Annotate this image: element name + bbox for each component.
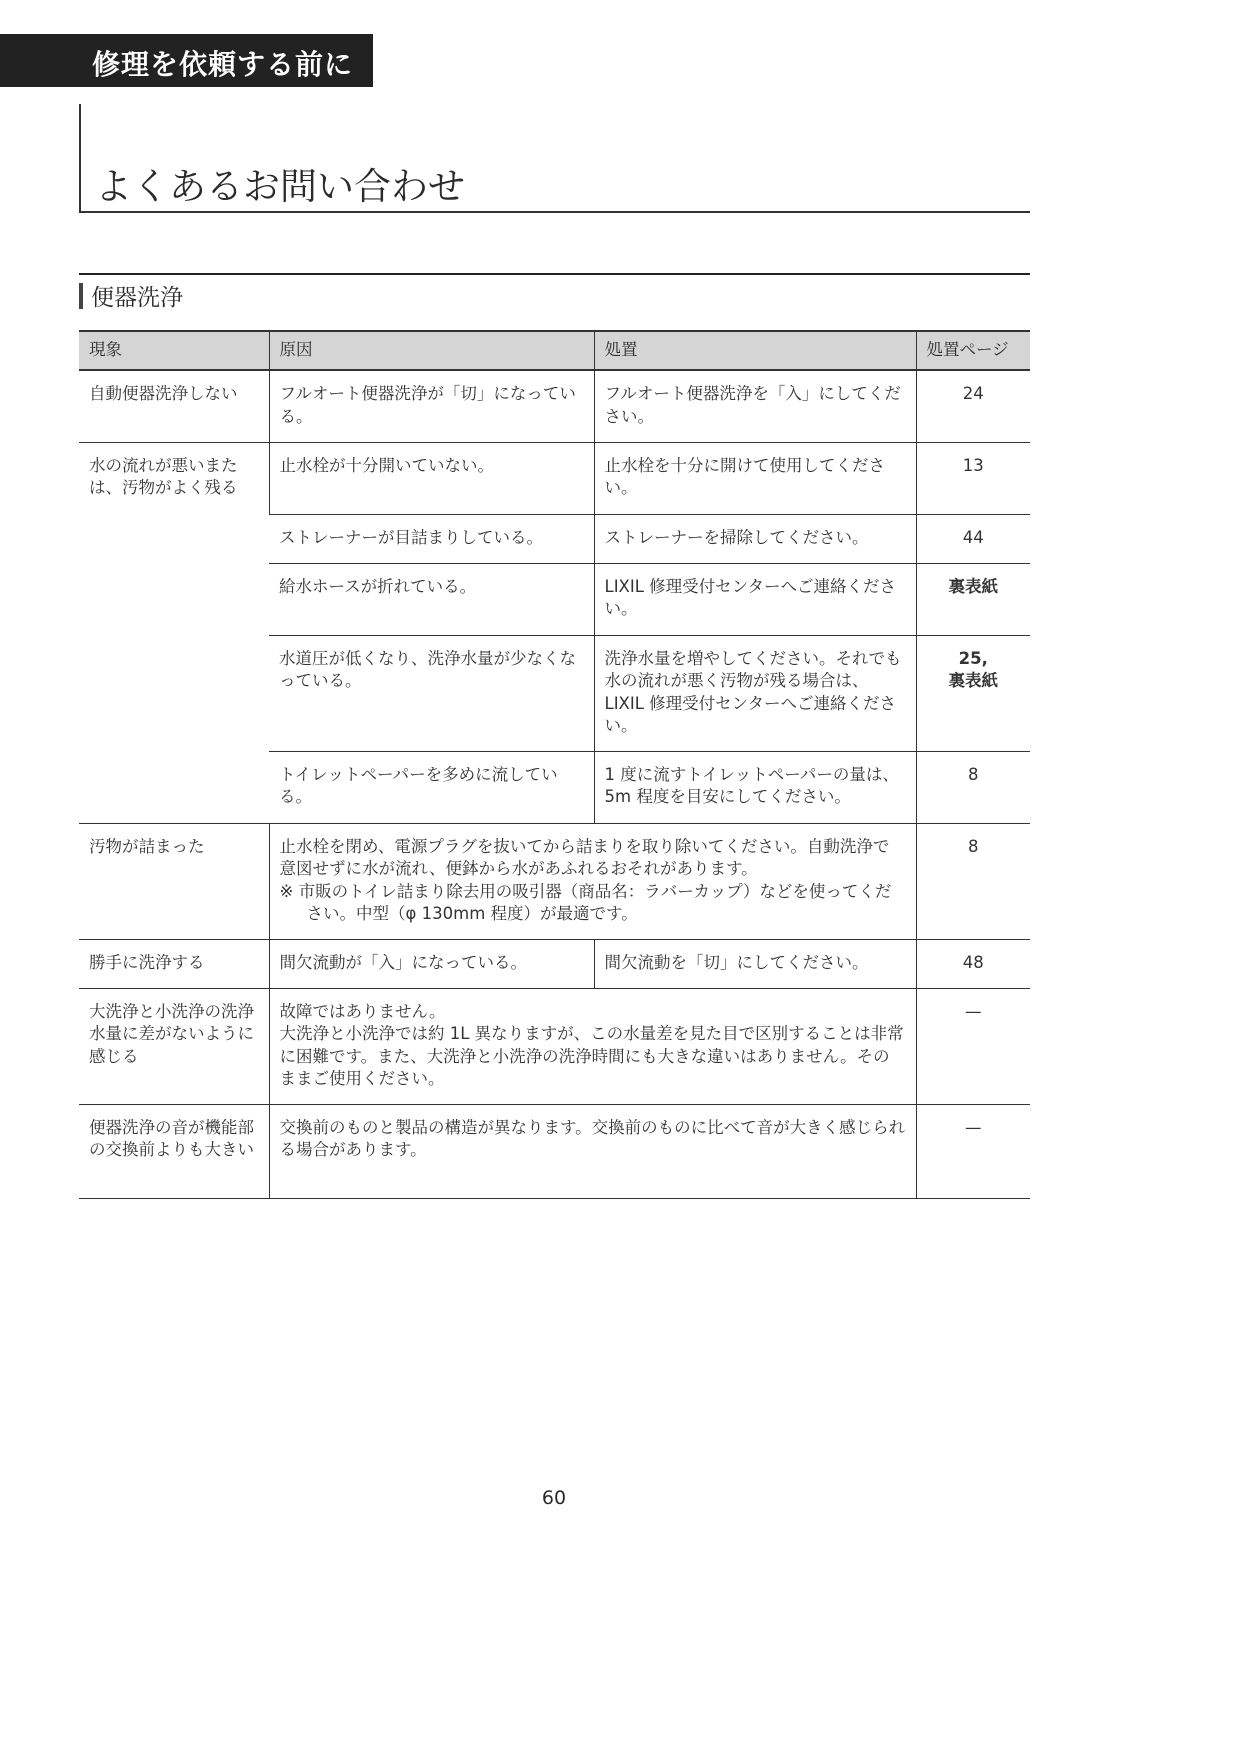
remedy-cell: 洗浄水量を増やしてください。それでも水の流れが悪く汚物が残る場合は、LIXIL 修理受付センターへご連絡ください。 bbox=[594, 635, 916, 751]
cause-cell: 水道圧が低くなり、洗浄水量が少なくなっている。 bbox=[269, 635, 594, 751]
page-cell: — bbox=[916, 1104, 1030, 1198]
cause-cell: 給水ホースが折れている。 bbox=[269, 563, 594, 635]
page-cell bbox=[916, 635, 1030, 751]
table-row bbox=[79, 823, 1030, 939]
remedy-cell: 交換前のものと製品の構造が異なります。交換前のものに比べて音が大きく感じられる場合があります。 bbox=[269, 1104, 916, 1198]
page-cell: 24 bbox=[916, 370, 1030, 442]
chapter-banner bbox=[0, 34, 373, 87]
page-cell: 13 bbox=[916, 442, 1030, 514]
table-row bbox=[79, 939, 1030, 988]
faq-table bbox=[79, 330, 1030, 1199]
symptom-cell: 便器洗浄の音が機能部の交換前よりも大きい bbox=[79, 1104, 269, 1198]
symptom-cell: 水の流れが悪いまたは、汚物がよく残る bbox=[79, 442, 269, 823]
table-row bbox=[79, 1104, 1030, 1198]
section-title: 便器洗浄 bbox=[91, 285, 183, 311]
section-divider bbox=[79, 273, 1030, 275]
remedy-text: 大洗浄と小洗浄では約 1L 異なりますが、この水量差を見た目で区別することは非常に困難です。また、大洗浄と小洗浄の洗浄時間にも大きな違いはありません。そのままご使用ください。 bbox=[279, 1024, 904, 1088]
symptom-cell: 汚物が詰まった bbox=[79, 823, 269, 939]
page-title: よくあるお問い合わせ bbox=[95, 165, 465, 208]
cause-cell: 止水栓が十分開いていない。 bbox=[269, 442, 594, 514]
remedy-cell: ストレーナーを掃除してください。 bbox=[594, 514, 916, 563]
page-title-block bbox=[79, 104, 1030, 213]
header-remedy: 処置 bbox=[594, 331, 916, 370]
table-row bbox=[79, 370, 1030, 442]
page-cell: 44 bbox=[916, 514, 1030, 563]
remedy-cell: 間欠流動を「切」にしてください。 bbox=[594, 939, 916, 988]
cause-cell: フルオート便器洗浄が「切」になっている。 bbox=[269, 370, 594, 442]
page-cell: — bbox=[916, 988, 1030, 1104]
table-row bbox=[79, 988, 1030, 1104]
page-cell: 48 bbox=[916, 939, 1030, 988]
page-cell: 裏表紙 bbox=[916, 563, 1030, 635]
remedy-cell bbox=[269, 823, 916, 939]
page-ref: 裏表紙 bbox=[948, 671, 998, 690]
remedy-cell: 1 度に流すトイレットペーパーの量は、5m 程度を目安にしてください。 bbox=[594, 751, 916, 823]
symptom-cell: 大洗浄と小洗浄の洗浄水量に差がないように感じる bbox=[79, 988, 269, 1104]
remedy-text: 故障ではありません。 bbox=[279, 1001, 446, 1021]
cause-cell: トイレットペーパーを多めに流している。 bbox=[269, 751, 594, 823]
remedy-cell: LIXIL 修理受付センターへご連絡ください。 bbox=[594, 563, 916, 635]
header-cause: 原因 bbox=[269, 331, 594, 370]
remedy-cell bbox=[269, 988, 916, 1104]
page-ref: 25, bbox=[958, 648, 988, 668]
page-cell: 8 bbox=[916, 751, 1030, 823]
remedy-cell: フルオート便器洗浄を「入」にしてください。 bbox=[594, 370, 916, 442]
page-cell: 8 bbox=[916, 823, 1030, 939]
table-header-row bbox=[79, 331, 1030, 370]
header-page: 処置ページ bbox=[916, 331, 1030, 370]
cause-cell: 間欠流動が「入」になっている。 bbox=[269, 939, 594, 988]
symptom-cell: 自動便器洗浄しない bbox=[79, 370, 269, 442]
remedy-text: 止水栓を閉め、電源プラグを抜いてから詰まりを取り除いてください。自動洗浄で意図せずに水が流れ、便鉢から水があふれるおそれがあります。 bbox=[279, 836, 890, 878]
remedy-note: ※ 市販のトイレ詰まり除去用の吸引器（商品名：ラバーカップ）などを使ってください。中型（φ 130mm 程度）が最適です。 bbox=[279, 881, 892, 923]
symptom-cell: 勝手に洗浄する bbox=[79, 939, 269, 988]
section-marker bbox=[79, 283, 83, 309]
header-symptom: 現象 bbox=[79, 331, 269, 370]
table-row bbox=[79, 442, 1030, 514]
page-number: 60 bbox=[541, 1487, 567, 1509]
chapter-title: 修理を依頼する前に bbox=[92, 48, 354, 81]
remedy-cell: 止水栓を十分に開けて使用してください。 bbox=[594, 442, 916, 514]
cause-cell: ストレーナーが目詰まりしている。 bbox=[269, 514, 594, 563]
